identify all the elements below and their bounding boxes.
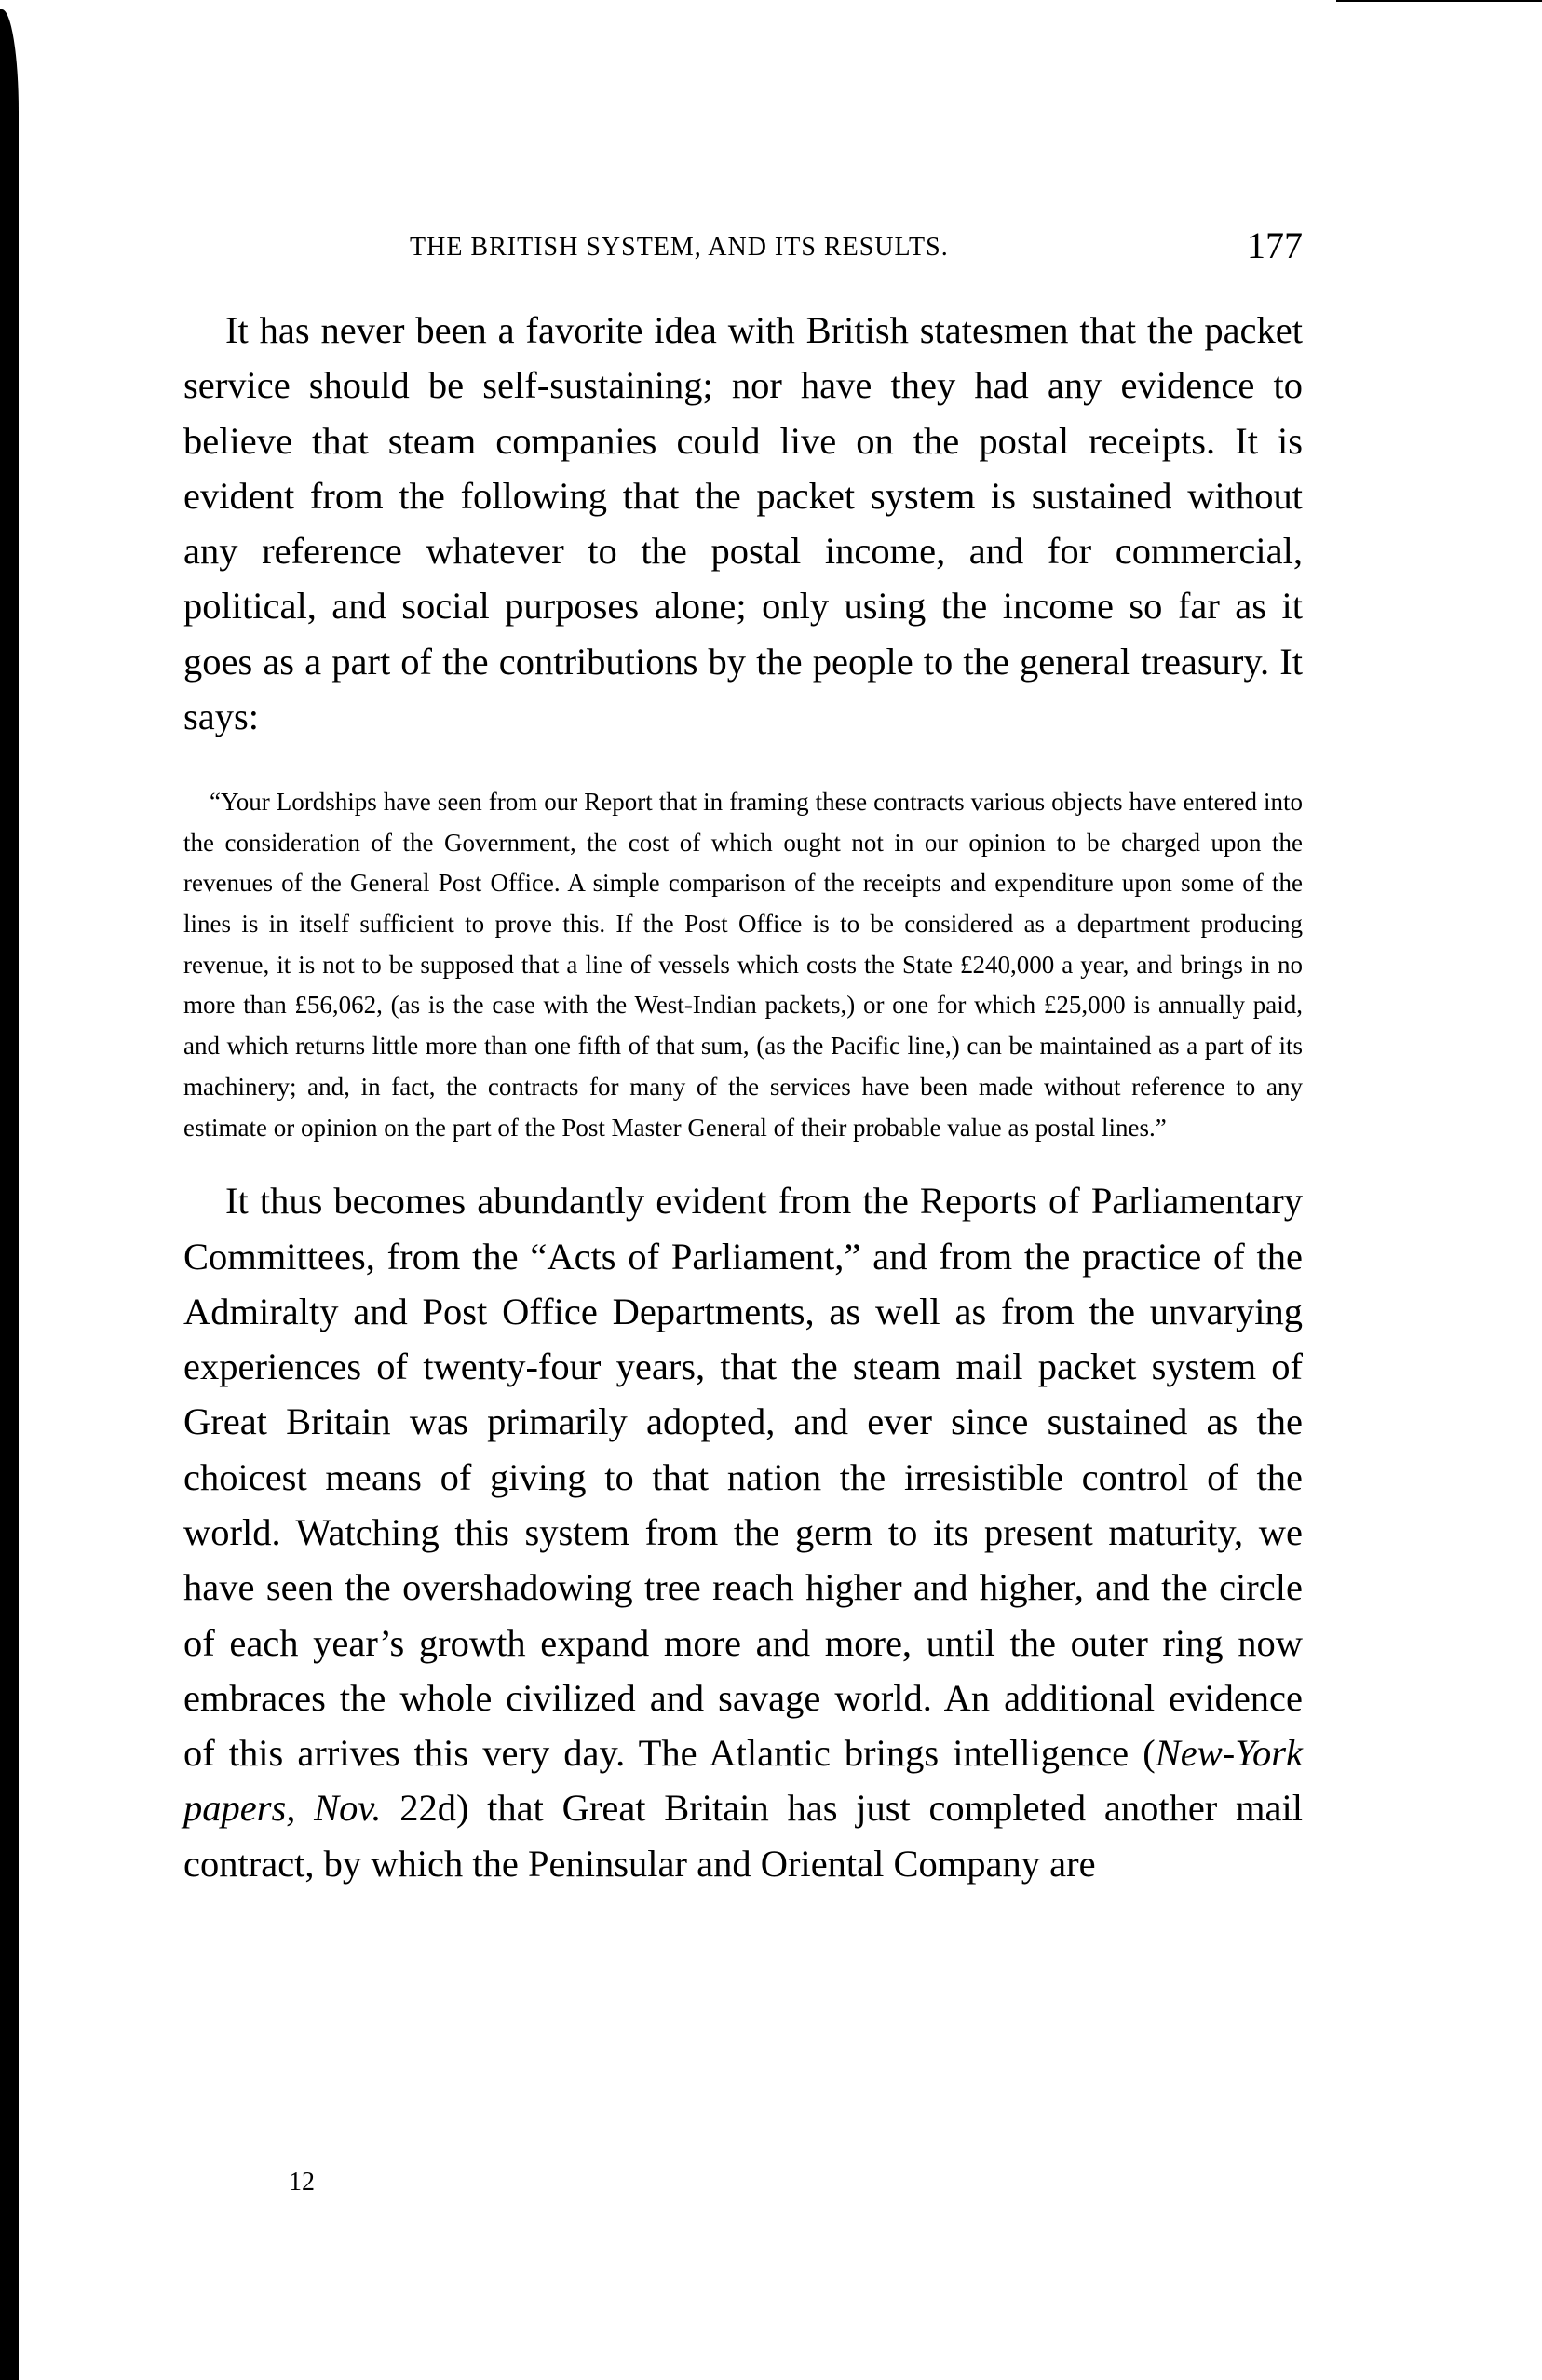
scan-top-edge-line bbox=[1336, 0, 1542, 2]
block-quote: “Your Lordships have seen from our Report that in framing these contracts various objects have entered into the consideration of the Government, the cost of which ought not in our opinion to be charged upon the revenues of the General Post Office. A simple comparison of the receipts and expenditure upon some of the lines is in itself sufficient to prove this. If the Post Office is to be considered as a department producing revenue, it is not to be supposed that a line of vessels which costs the State £240,000 a year, and brings in no more than £56,062, (as is the case with the West-Indian packets,) or one for which £25,000 is annually paid, and which returns little more than one fifth of that sum, (as the Pacific line,) can be maintained as a part of its machinery; and, in fact, the contracts for many of the services have been made without reference to any estimate or opinion on the part of the Post Master General of their probable value as postal lines.” bbox=[183, 787, 1303, 1142]
scan-binding-shadow bbox=[0, 9, 19, 2380]
paragraph-2-text: It thus becomes abundantly evident from the Reports of Parliamentary Committees, from the “Acts of Parliament,” and from the practice of the Admiralty and Post Office Departments, as well as from the unvarying experiences of twenty-four years, that the steam mail packet system of Great Britain was primarily adopted, and ever since sustained as the choicest means of giving to that nation the irresistible control of the world. Watching this system from the germ to its present maturity, we have seen the overshadowing tree reach higher and higher, and the circle of each year’s growth expand more and more, until the outer ring now embraces the whole civilized and savage world. An additional evidence of this arrives this very day. The Atlantic brings intelligence ( bbox=[183, 1180, 1303, 1775]
paragraph-1: It has never been a favorite idea with British statesmen that the packet service should be self-sustaining; nor have they had any evidence to believe that steam companies could live on the postal receipts. It is evident from the following that the packet system is sustained without any reference whatever to the postal income, and for commercial, political, and social purposes alone; only using the income so far as it goes as a part of the contributions by the people to the general treasury. It says: bbox=[183, 309, 1303, 738]
page-number: 177 bbox=[1247, 224, 1303, 266]
paragraph-2 bbox=[183, 1173, 1303, 1891]
paragraph-2-text-end: 22d) that Great Britain has just completed another mail contract, by which the Peninsular and Oriental Company are bbox=[183, 1787, 1304, 1885]
running-head bbox=[183, 223, 1303, 279]
signature-mark: 12 bbox=[289, 2168, 315, 2197]
running-title: THE BRITISH SYSTEM, AND ITS RESULTS. bbox=[410, 233, 949, 262]
book-page bbox=[183, 223, 1303, 1929]
citation-italic: New-York papers, Nov. bbox=[183, 1732, 1303, 1830]
